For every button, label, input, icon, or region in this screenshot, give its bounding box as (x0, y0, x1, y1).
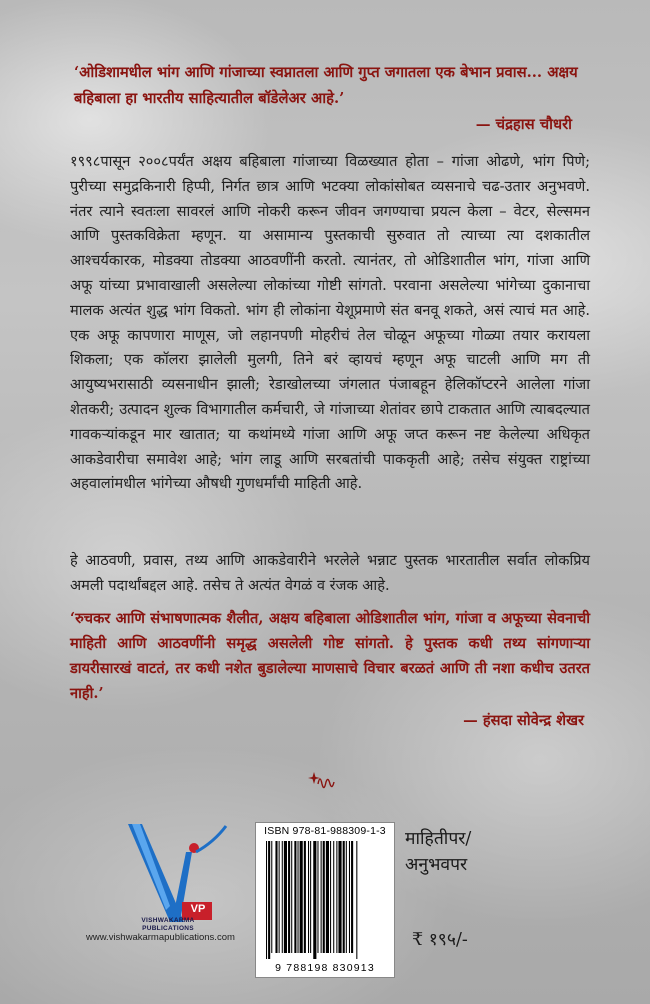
isbn-label: ISBN 978-81-988309-1-3 (264, 825, 386, 837)
publisher-website: www.vishwakarmapublications.com (86, 932, 235, 943)
publisher-name-line2: PUBLICATIONS (142, 925, 194, 932)
decorative-star-icon (308, 770, 338, 794)
top-quote-attribution: — चंद्रहास चौधरी (475, 116, 572, 133)
bottom-review-quote (70, 606, 590, 733)
logo-vp-mark: VP (190, 903, 206, 915)
bottom-quote-attribution: — हंसदा सोवेन्द्र शेखर (463, 712, 584, 729)
genre-label (405, 826, 471, 878)
barcode-number: 9 788198 830913 (275, 962, 375, 974)
publisher-name (108, 917, 228, 933)
top-review-quote (74, 60, 584, 138)
synopsis-paragraph-2: हे आठवणी, प्रवास, तथ्य आणि आकडेवारीने भरलेले भन्नाट पुस्तक भारतातील सर्वात लोकप्रिय अमली पदार्थांबद्दल आहे. तसेच ते अत्यंत वेगळं व रंजक आहे. (70, 552, 590, 594)
publisher-name-line1: VISHWAKARMA (141, 917, 195, 924)
isbn-barcode-box (255, 822, 395, 978)
genre-line1: माहितीपर/ (405, 829, 472, 849)
barcode-icon (263, 841, 387, 959)
price: ₹ १९५/- (412, 930, 468, 950)
bottom-quote-text: ‘रुचकर आणि संभाषणात्मक शैलीत, अक्षय बहिबाला ओडिशातील भांग, गांजा व अफूच्या सेवनाची माहिती आणि आठवणींनी समृद्ध असलेली गोष्ट सांगतो. हे पुस्तक कधी तथ्य सांगणाऱ्या डायरीसारखं वाटतं, तर कधी नशेत बुडालेल्या माणसाचे विचार बरळतं आणि ती नशा कधीच उतरत नाही.’ (70, 610, 590, 702)
top-quote-text: ‘ओडिशामधील भांग आणि गांजाच्या स्वप्नातला आणि गुप्त जगातला एक बेभान प्रवास... अक्षय बहिबाला हा भारतीय साहित्यातील बॉडेलेअर आहे.’ (74, 64, 578, 107)
synopsis-paragraph-1: १९९८पासून २००८पर्यंत अक्षय बहिबाला गांजाच्या विळख्यात होता – गांजा ओढणे, भांग पिणे; पुरीच्या समुद्रकिनारी हिप्पी, निर्गत छात्र आणि भटक्या लोकांसोबत व्यसनाचे चढ-उतार अनुभवणे. नंतर त्याने स्वतःला सावरलं आणि नोकरी करून जीवन जगण्याचा प्रयत्न केला – वेटर, सेल्समन आणि पुस्तकविक्रेता म्हणून. या असामान्य पुस्तकाची सुरुवात तो त्याच्या त्या दशकातील आश्चर्यकारक, मोडक्या तोडक्या आठवणींनी करतो. त्यानंतर, तो ओडिशातील भांग, गांजा आणि अफू यांच्या प्रभावाखाली असलेल्या लोकांच्या गोष्टी सांगतो. परवाना असलेल्या भांगेच्या दुकानाचा मालक अत्यंत शुद्ध भांग विकतो. भांग ही लोकांना येशूप्रमाणे संत बनवू शकते, असं त्याचं मत आहे. एक अफू कापणारा माणूस, जो लहानपणी मोहरीचं तेल चोळून अफूच्या गोळ्या तयार करायला शिकला; एक कॉलरा झालेली मुलगी, तिने बरं व्हायचं म्हणून अफू चाटली आणि मग ती आयुष्यभरासाठी व्यसनाधीन झाली; रेडाखोलच्या जंगलात पंजाबहून हेलिकॉप्टरने आलेला गांजा शेतकरी; उत्पादन शुल्क विभागातील कर्मचारी, जे गांजाच्या शेतांवर छापे टाकतात आणि त्याबदल्यात गावकऱ्यांकडून मार खातात; या कथांमध्ये गांजा आणि अफू जप्त करून नष्ट केलेल्या अधिकृत आकडेवारीचा समावेश आहे; भांग लाडू आणि सरबतांची पाककृती आहे; तसेच संयुक्त राष्ट्रांच्या अहवालांमधील भांगेच्या औषधी गुणधर्मांची माहिती आहे. (70, 153, 590, 493)
genre-line2: अनुभवपर (405, 855, 468, 875)
